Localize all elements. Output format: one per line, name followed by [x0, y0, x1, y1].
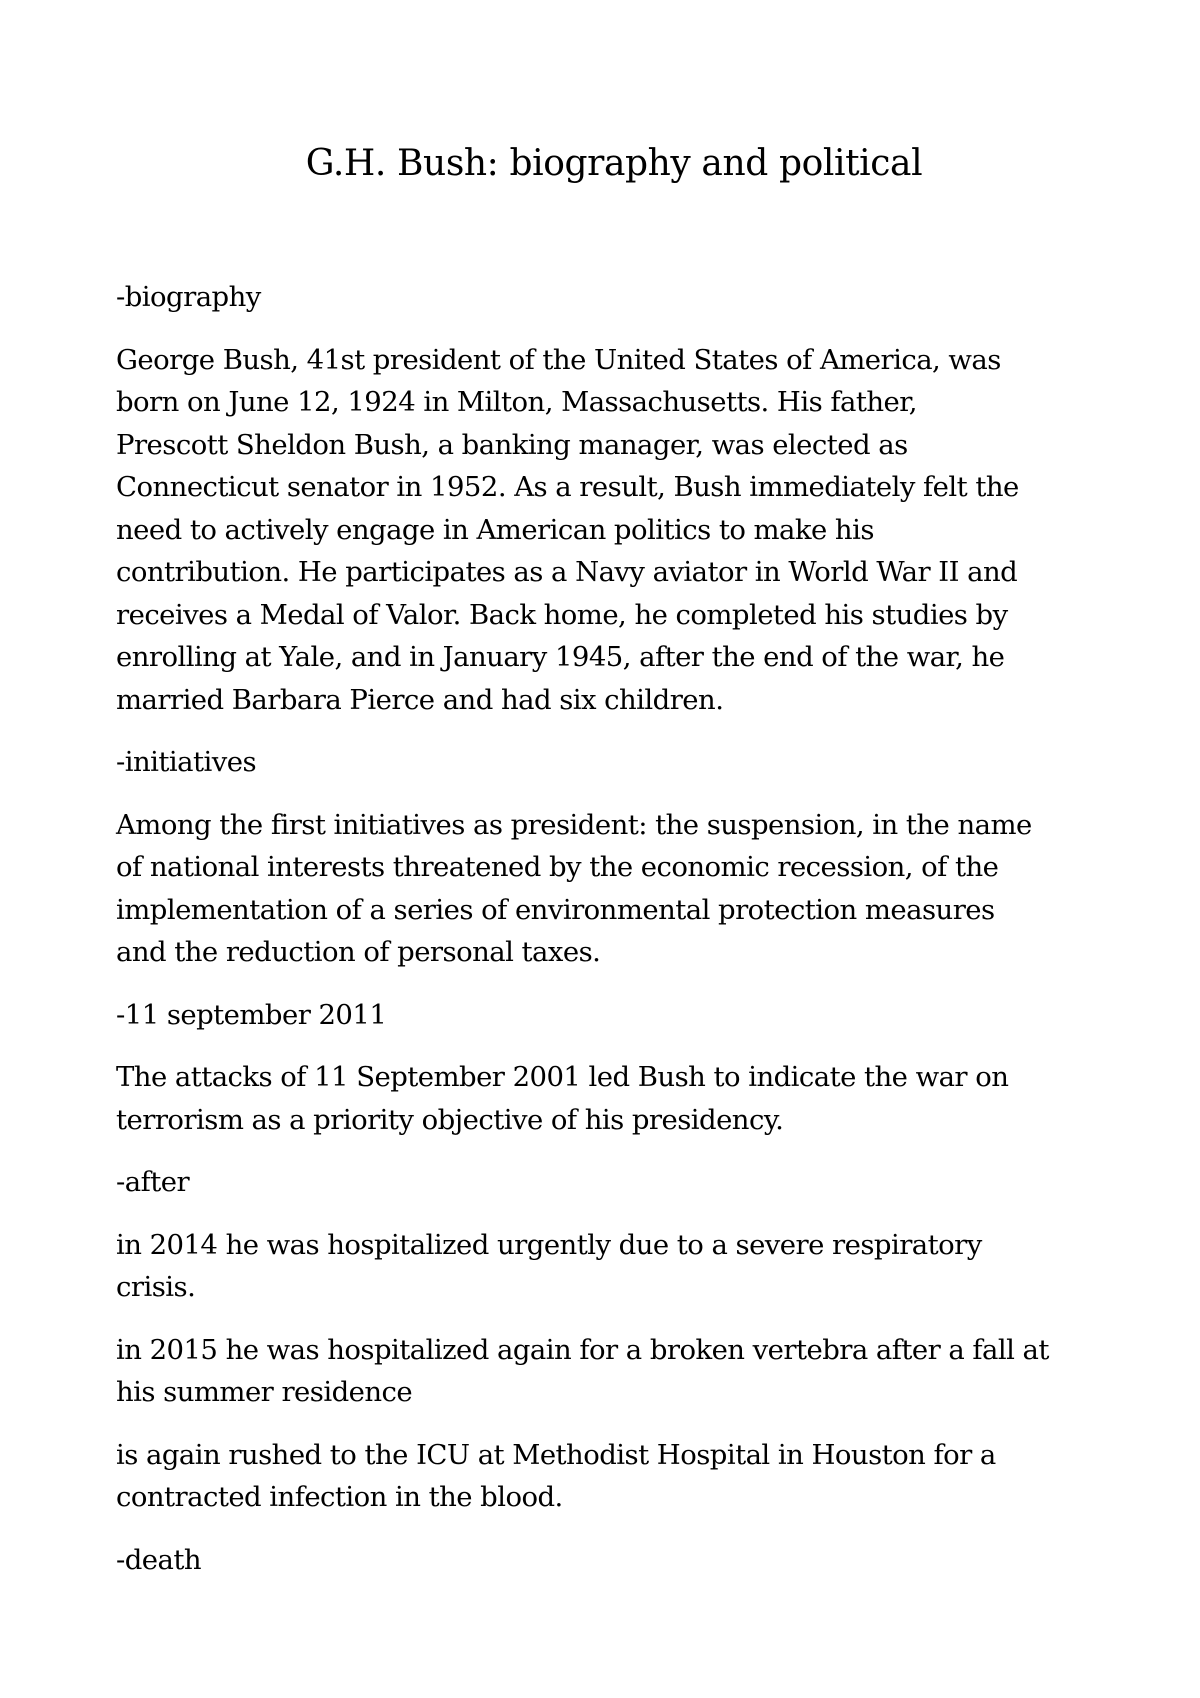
section-heading: -initiatives [116, 746, 257, 778]
body-paragraph [116, 804, 1116, 974]
paragraph-line: his summer residence [116, 1376, 413, 1408]
paragraph-line: need to actively engage in American politics to make his [116, 513, 874, 546]
paragraph-line: in 2015 he was hospitalized again for a broken vertebra after a fall at [116, 1333, 1049, 1366]
body-paragraph [116, 1434, 1116, 1519]
paragraph-line: contribution. He participates as a Navy aviator in World War II and [116, 556, 1018, 588]
section-heading: -11 september 2011 [116, 998, 387, 1031]
paragraph-line: of national interests threatened by the economic recession, of the [116, 851, 999, 883]
section-heading: -biography [116, 281, 261, 313]
paragraph-line: Prescott Sheldon Bush, a banking manager, was elected as [116, 428, 908, 461]
paragraph-line: Among the first initiatives as president: the suspension, in the name [116, 808, 1032, 841]
paragraph-line: in 2014 he was hospitalized urgently due to a severe respiratory [116, 1228, 982, 1261]
paragraph-line: is again rushed to the ICU at Methodist Hospital in Houston for a [116, 1438, 996, 1471]
body-paragraph [116, 1056, 1116, 1141]
paragraph-line: terrorism as a priority objective of his presidency. [116, 1103, 784, 1136]
document-body [116, 276, 1116, 1601]
section-heading: -after [116, 1166, 190, 1198]
body-paragraph [116, 1224, 1116, 1309]
section-heading: -death [116, 1543, 202, 1576]
paragraph-line: born on June 12, 1924 in Milton, Massachusetts. His father, [116, 386, 917, 418]
document-title: G.H. Bush: biography and political [305, 143, 923, 184]
paragraph-line: married Barbara Pierce and had six children. [116, 683, 724, 716]
paragraph-line: receives a Medal of Valor. Back home, he completed his studies by [116, 598, 1008, 631]
paragraph-line: enrolling at Yale, and in January 1945, after the end of the war, he [116, 641, 1005, 673]
paragraph-line: and the reduction of personal taxes. [116, 936, 601, 968]
body-paragraph [116, 1329, 1116, 1414]
paragraph-line: George Bush, 41st president of the United States of America, was [116, 343, 1001, 376]
paragraph-line: Connecticut senator in 1952. As a result, Bush immediately felt the [116, 471, 1019, 503]
paragraph-line: implementation of a series of environmental protection measures [116, 893, 995, 926]
body-paragraph [116, 339, 1116, 722]
paragraph-line: contracted infection in the blood. [116, 1481, 563, 1513]
paragraph-line: The attacks of 11 September 2001 led Bush to indicate the war on [116, 1061, 1009, 1093]
paragraph-line: crisis. [116, 1271, 196, 1303]
